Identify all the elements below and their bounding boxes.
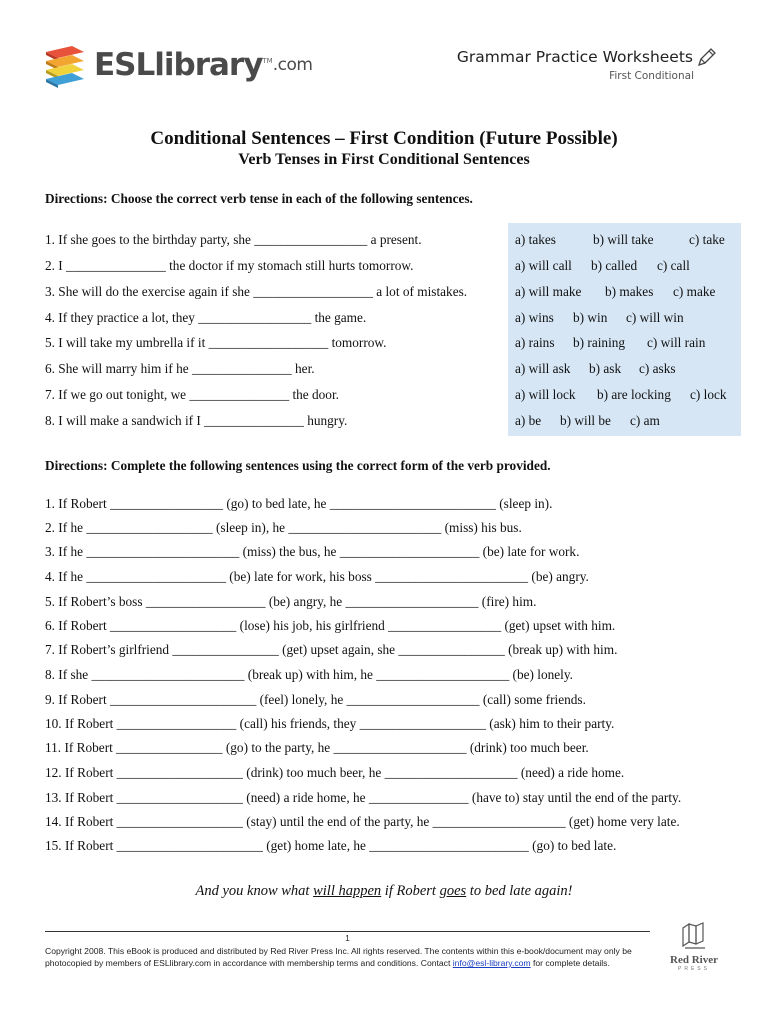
option-b[interactable]: b) are locking (597, 387, 671, 402)
books-icon (677, 920, 711, 950)
option-a[interactable]: a) will make (515, 284, 582, 299)
option-c[interactable]: c) take (689, 232, 725, 247)
options-row (515, 387, 727, 403)
fill-in-sentence: 1. If Robert _________________ (go) to bed late, he _________________________ (sleep in). (45, 496, 553, 511)
option-a[interactable]: a) be (515, 413, 542, 428)
question-item: 4. If they practice a lot, they _________________ the game. (45, 310, 367, 325)
fill-in-sentence: 7. If Robert’s girlfriend ________________ (get) upset again, she ________________ (break up) with him. (45, 642, 618, 657)
page-title: Conditional Sentences – First Condition (Future Possible) (150, 128, 618, 149)
question-item: 8. I will make a sandwich if I _______________ hungry. (45, 413, 348, 428)
option-a[interactable]: a) wins (515, 310, 554, 325)
red-river-press-logo (664, 920, 724, 972)
options-row (515, 335, 705, 351)
fill-in-sentence: 9. If Robert ______________________ (feel) lonely, he ____________________ (call) some friends. (45, 692, 586, 707)
fill-in-sentence: 13. If Robert ___________________ (need) a ride home, he _______________ (have to) stay until the end of the party. (45, 790, 682, 805)
fill-in-sentence: 10. If Robert __________________ (call) his friends, they ___________________ (ask) him to their party. (45, 716, 615, 731)
answer-options-box (508, 223, 741, 436)
option-b[interactable]: b) makes (605, 284, 654, 299)
fill-in-sentence: 2. If he ___________________ (sleep in), he _______________________ (miss) his bus. (45, 520, 522, 535)
question-item: 1. If she goes to the birthday party, she _________________ a present. (45, 232, 422, 247)
page-subtitle: Verb Tenses in First Conditional Sentences (238, 151, 530, 168)
option-c[interactable]: c) am (630, 413, 660, 428)
option-b[interactable]: b) win (573, 310, 608, 325)
contact-email-link[interactable]: info@esl-library.com (452, 958, 531, 968)
fill-in-sentence: 5. If Robert’s boss __________________ (be) angry, he ____________________ (fire) him. (45, 594, 537, 609)
section1-directions: Directions: Choose the correct verb tense in each of the following sentences. (45, 191, 473, 206)
pencil-icon (696, 46, 718, 68)
option-b[interactable]: b) raining (573, 335, 626, 350)
option-a[interactable]: a) will lock (515, 387, 576, 402)
option-a[interactable]: a) will call (515, 258, 572, 273)
options-row (515, 361, 676, 377)
fill-in-sentence: 3. If he _______________________ (miss) the bus, he _____________________ (be) late for work. (45, 544, 580, 559)
option-b[interactable]: b) ask (589, 361, 622, 376)
option-b[interactable]: b) will take (593, 232, 654, 247)
copyright-notice: Copyright 2008. This eBook is produced and distributed by Red River Press Inc. All rights reserved. The contents within this e-book/document may only be photocopied by members of ESLlibrary.com in accordance with membership terms and conditions. Contact info@esl-library.com for complete details. (45, 946, 632, 968)
emphasis-goes: goes (439, 883, 467, 899)
question-item: 5. I will take my umbrella if it __________________ tomorrow. (45, 335, 387, 350)
option-b[interactable]: b) called (591, 258, 638, 273)
page-number: 1 (345, 934, 350, 943)
book-stack-icon (42, 42, 88, 88)
footer-divider (45, 931, 650, 932)
option-c[interactable]: c) lock (690, 387, 727, 402)
logo-suffix: .com (272, 55, 313, 75)
section2-directions: Directions: Complete the following sentences using the correct form of the verb provided. (45, 458, 551, 473)
fill-in-sentence: 11. If Robert ________________ (go) to the party, he ____________________ (drink) too much beer. (45, 740, 589, 755)
fill-in-sentence: 14. If Robert ___________________ (stay) until the end of the party, he ____________________ (get) home very late. (45, 814, 680, 829)
publisher-name: Red River (670, 954, 718, 966)
logo-wordmark: ESLlibrary (94, 47, 263, 83)
option-c[interactable]: c) call (657, 258, 690, 273)
options-row (515, 413, 660, 429)
publisher-subtitle: PRESS (678, 966, 710, 972)
fill-in-sentence: 4. If he _____________________ (be) late for work, his boss _______________________ (be) angry. (45, 569, 589, 584)
question-item: 7. If we go out tonight, we _______________ the door. (45, 387, 339, 402)
option-b[interactable]: b) will be (560, 413, 611, 428)
option-a[interactable]: a) takes (515, 232, 556, 247)
worksheet-topic: First Conditional (609, 70, 694, 82)
worksheet-series-title: Grammar Practice Worksheets (456, 48, 693, 66)
closing-remark: And you know what will happen if Robert goes to bed late again! (195, 883, 573, 899)
option-a[interactable]: a) will ask (515, 361, 571, 376)
header-title-block (457, 46, 718, 82)
option-c[interactable]: c) asks (639, 361, 676, 376)
emphasis-will-happen: will happen (313, 883, 382, 899)
options-row (515, 258, 690, 274)
fill-in-sentence: 12. If Robert ___________________ (drink) too much beer, he ____________________ (need) a ride home. (45, 765, 625, 780)
question-item: 3. She will do the exercise again if she __________________ a lot of mistakes. (45, 284, 468, 299)
esl-library-logo[interactable] (42, 42, 312, 88)
option-c[interactable]: c) will win (626, 310, 684, 325)
question-item: 6. She will marry him if he _______________ her. (45, 361, 315, 376)
options-row (515, 284, 715, 300)
fill-in-sentence: 6. If Robert ___________________ (lose) his job, his girlfriend _________________ (get) upset with him. (45, 618, 616, 633)
option-c[interactable]: c) will rain (647, 335, 706, 350)
fill-in-sentence: 8. If she _______________________ (break up) with him, he ____________________ (be) lonely. (45, 667, 573, 682)
options-row (515, 310, 684, 326)
options-row (515, 232, 725, 248)
logo-trademark: TM (262, 57, 273, 65)
fill-in-sentence: 15. If Robert ______________________ (get) home late, he ________________________ (go) to bed late. (45, 838, 617, 853)
question-item: 2. I _______________ the doctor if my stomach still hurts tomorrow. (45, 258, 414, 273)
option-a[interactable]: a) rains (515, 335, 555, 350)
option-c[interactable]: c) make (673, 284, 716, 299)
